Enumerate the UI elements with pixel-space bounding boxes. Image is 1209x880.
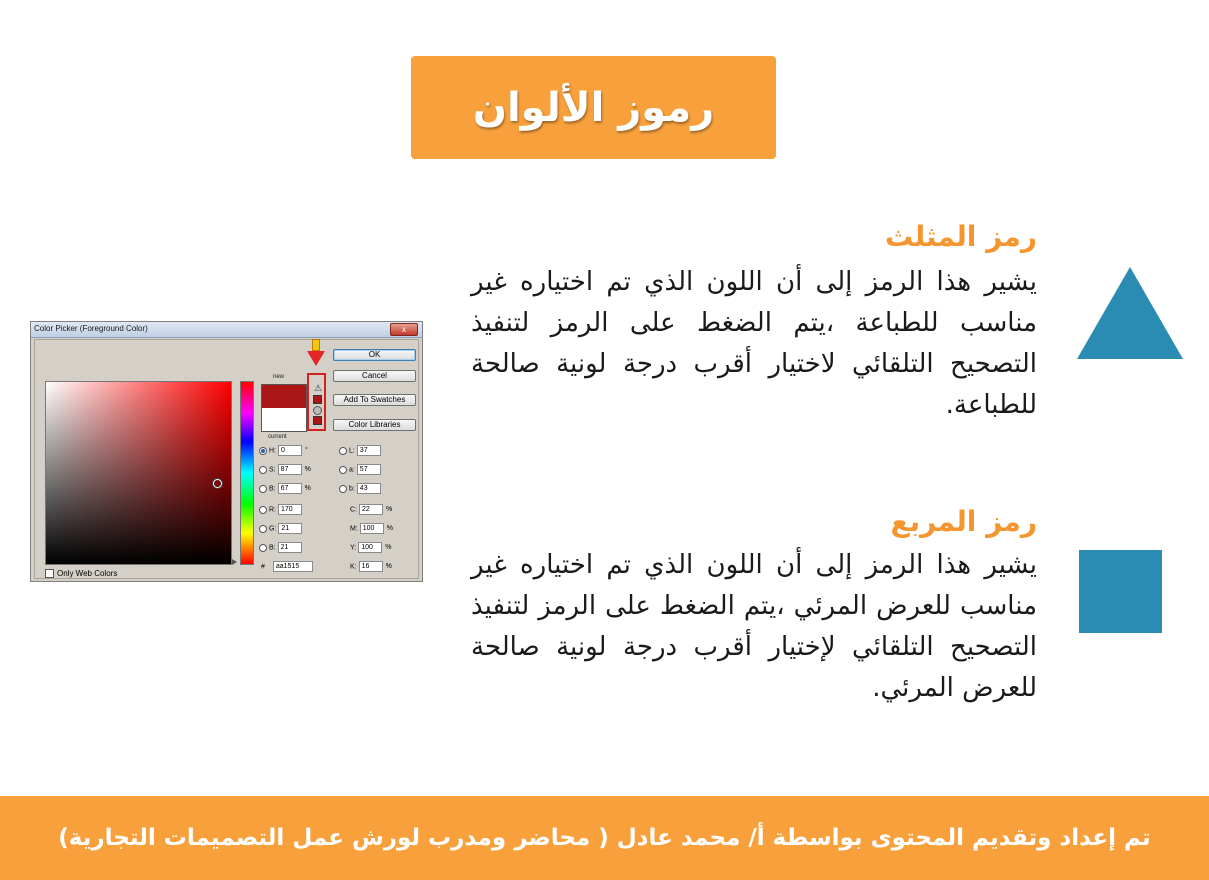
black-row <box>350 561 392 573</box>
brightness-radio[interactable] <box>259 485 267 493</box>
web-safe-correction-swatch[interactable] <box>313 416 322 425</box>
saturation-radio[interactable] <box>259 466 267 474</box>
saturation-row <box>259 464 311 476</box>
hue-slider[interactable] <box>240 381 254 565</box>
green-input[interactable]: 21 <box>278 523 302 534</box>
cyan-input[interactable]: 22 <box>359 504 383 515</box>
red-input[interactable]: 170 <box>278 504 302 515</box>
title-banner <box>411 56 776 159</box>
hue-radio[interactable] <box>259 447 267 455</box>
triangle-symbol-icon <box>1077 267 1183 359</box>
brightness-label: B: <box>269 485 276 493</box>
magenta-row <box>350 523 393 535</box>
cyan-row <box>350 504 392 516</box>
pointer-arrow-icon <box>307 351 325 366</box>
yellow-label: Y: <box>350 544 357 552</box>
lab-a-label: a: <box>349 466 355 474</box>
saturation-label: S: <box>269 466 276 474</box>
square-section-heading: رمز المربع <box>890 505 1037 538</box>
hex-input[interactable]: aa1515 <box>273 561 313 572</box>
dialog-title: Color Picker (Foreground Color) <box>34 324 148 333</box>
magenta-label: M: <box>350 525 358 533</box>
cyan-label: C: <box>350 506 357 514</box>
footer-credit: تم إعداد وتقديم المحتوى بواسطة أ/ محمد عادل ( محاضر ومدرب لورش عمل التصميمات التجارية) <box>58 825 1151 851</box>
square-section-body: يشير هذا الرمز إلى أن اللون الذي تم اختياره غير مناسب للعرض المرئي ،يتم الضغط على الرمز لتنفيذ التصحيح التلقائي لإختيار أقرب درجة لونية صالحة للعرض المرئي. <box>471 550 1037 703</box>
lab-l-row <box>339 445 381 457</box>
blue-row <box>259 542 302 554</box>
dialog-titlebar <box>31 322 422 338</box>
hue-input[interactable]: 0 <box>278 445 302 456</box>
magenta-unit: % <box>386 525 393 533</box>
lab-a-row <box>339 464 381 476</box>
black-unit: % <box>385 563 392 571</box>
gamut-correction-swatch[interactable] <box>313 395 322 404</box>
add-to-swatches-button[interactable]: Add To Swatches <box>333 394 416 406</box>
lab-l-input[interactable]: 37 <box>357 445 381 456</box>
blue-radio[interactable] <box>259 544 267 552</box>
gamut-warning-highlight <box>307 373 326 431</box>
hue-slider-handle[interactable] <box>232 559 237 565</box>
lab-b-radio[interactable] <box>339 485 347 493</box>
red-label: R: <box>269 506 276 514</box>
dialog-body <box>34 339 419 579</box>
color-libraries-button[interactable]: Color Libraries <box>333 419 416 431</box>
page-title: رموز الألوان <box>472 84 715 131</box>
current-color-label: current <box>268 434 287 440</box>
lab-l-radio[interactable] <box>339 447 347 455</box>
magenta-input[interactable]: 100 <box>360 523 384 534</box>
triangle-section-heading: رمز المثلث <box>884 220 1037 253</box>
cancel-button[interactable]: Cancel <box>333 370 416 382</box>
web-colors-option <box>45 569 117 579</box>
ok-button[interactable]: OK <box>333 349 416 361</box>
blue-label: B: <box>269 544 276 552</box>
saturation-unit: % <box>304 466 311 474</box>
lab-a-radio[interactable] <box>339 466 347 474</box>
pointer-arrow-stem <box>312 339 320 351</box>
blue-input[interactable]: 21 <box>278 542 302 553</box>
green-label: G: <box>269 525 277 533</box>
saturation-input[interactable]: 87 <box>278 464 302 475</box>
yellow-unit: % <box>385 544 392 552</box>
red-row <box>259 504 302 516</box>
new-color-swatch <box>261 384 307 409</box>
hex-label: # <box>261 563 265 571</box>
hue-row <box>259 445 308 457</box>
lab-b-row <box>339 483 381 495</box>
lab-b-label: b: <box>349 485 355 493</box>
green-row <box>259 523 302 535</box>
lab-l-label: L: <box>349 447 355 455</box>
green-radio[interactable] <box>259 525 267 533</box>
lab-b-input[interactable]: 43 <box>357 483 381 494</box>
color-picker-dialog <box>30 321 423 582</box>
brightness-row <box>259 483 311 495</box>
yellow-row <box>350 542 391 554</box>
black-input[interactable]: 16 <box>359 561 383 572</box>
color-field-marker[interactable] <box>213 479 222 488</box>
black-label: K: <box>350 563 357 571</box>
triangle-section-body: يشير هذا الرمز إلى أن اللون الذي تم اختياره غير مناسب للطباعة ،يتم الضغط على الرمز لتنفيذ التصحيح التلقائي لاختيار أقرب درجة لونية صالحة للطباعة. <box>471 267 1037 420</box>
close-button[interactable]: x <box>390 323 418 336</box>
cyan-unit: % <box>385 506 393 514</box>
hue-unit: ° <box>304 447 308 455</box>
brightness-input[interactable]: 67 <box>278 483 302 494</box>
yellow-input[interactable]: 100 <box>358 542 382 553</box>
hue-label: H: <box>269 447 276 455</box>
web-colors-checkbox[interactable] <box>45 569 54 578</box>
web-colors-label: Only Web Colors <box>57 569 118 578</box>
lab-a-input[interactable]: 57 <box>357 464 381 475</box>
current-color-swatch[interactable] <box>261 408 307 432</box>
new-color-label: new <box>273 374 285 380</box>
hex-row <box>261 561 313 573</box>
out-of-gamut-triangle-icon[interactable]: ⚠ <box>314 383 323 393</box>
color-field[interactable] <box>45 381 232 565</box>
footer-bar <box>0 796 1209 880</box>
brightness-unit: % <box>304 485 311 493</box>
red-radio[interactable] <box>259 506 267 514</box>
square-symbol-icon <box>1079 550 1162 633</box>
not-web-safe-cube-icon[interactable] <box>313 406 322 415</box>
